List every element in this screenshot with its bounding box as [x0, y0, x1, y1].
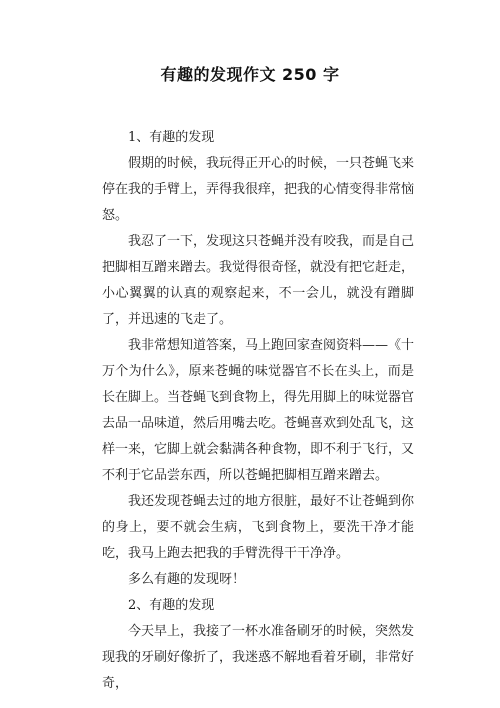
paragraph: 我还发现苍蝇去过的地方很脏，最好不让苍蝇到你的身上，要不就会生病，飞到食物上，要洗干净才能吃，我马上跑去把我的手臂洗得干干净净。 — [102, 494, 415, 561]
section-heading-2: 2、有趣的发现 — [128, 598, 215, 613]
paragraph: 我非常想知道答案，马上跑回家查阅资料——《十万个为什么》，原来苍蝇的味觉器官不长在头上，而是长在脚上。当苍蝇飞到食物上，得先用脚上的味觉器官去品一品味道，然后用嘴去吃。苍蝇喜欢到处乱飞，这样一来，它脚上就会黏满各种食物，即不利于飞行，又不利于它品尝东西，所以苍蝇把脚相互蹭来蹭去。 — [102, 338, 415, 483]
paragraph: 今天早上，我接了一杯水准备刷牙的时候，突然发现我的牙刷好像折了，我迷惑不解地看着牙刷，非常好奇， — [102, 624, 415, 691]
document-title: 有趣的发现作文 250 字 — [160, 65, 340, 84]
section-heading-1: 1、有趣的发现 — [128, 130, 215, 145]
document-body — [102, 125, 414, 697]
paragraph: 多么有趣的发现呀！ — [128, 572, 246, 587]
paragraph: 我忍了一下，发现这只苍蝇并没有咬我，而是自己把脚相互蹭来蹭去。我觉得很奇怪，就没有把它赶走，小心翼翼的认真的观察起来，不一会儿，就没有蹭脚了，并迅速的飞走了。 — [102, 234, 415, 327]
paragraph: 假期的时候，我玩得正开心的时候，一只苍蝇飞来停在我的手臂上，弄得我很痒，把我的心情变得非常恼怒。 — [102, 156, 415, 223]
